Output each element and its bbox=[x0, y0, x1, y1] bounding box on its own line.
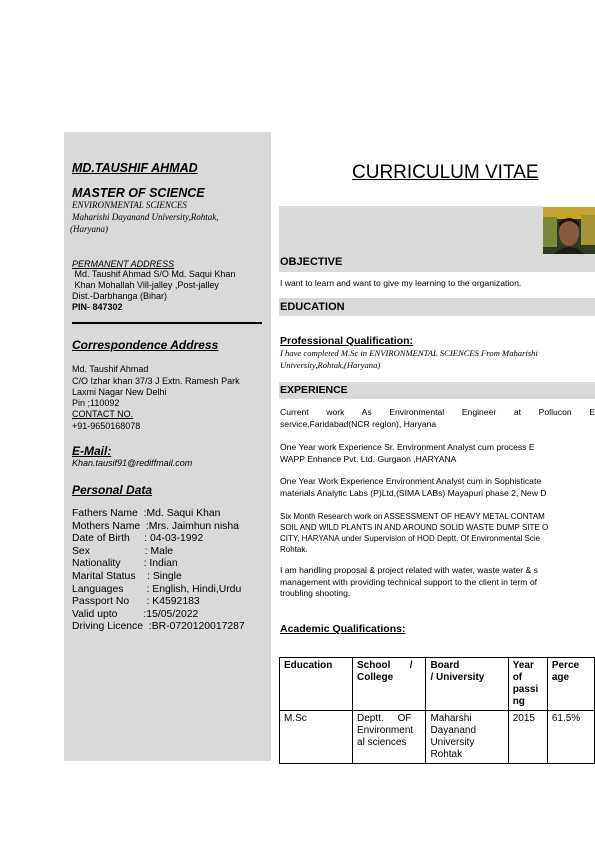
personal-data-row: Marital Status : Single bbox=[72, 570, 182, 582]
phone-number: +91-9650168078 bbox=[72, 421, 141, 431]
table-cell: 61.5% bbox=[547, 711, 594, 764]
experience-item bbox=[280, 407, 595, 430]
university-line2: (Haryana) bbox=[70, 224, 108, 234]
personal-data-row: Fathers Name :Md. Saqui Khan bbox=[72, 508, 221, 519]
personal-data-row: Valid upto :15/05/2022 bbox=[72, 608, 199, 620]
permanent-address-line: Dist.-Darbhanga (Bihar) bbox=[72, 291, 168, 301]
table-cell: Deptt. OF Environment al sciences bbox=[353, 711, 426, 764]
table-header-cell: Perce age bbox=[547, 658, 594, 711]
email-heading: E-Mail: bbox=[72, 444, 112, 458]
education-heading: EDUCATION bbox=[280, 301, 345, 313]
academic-table bbox=[279, 657, 595, 764]
personal-data-row: Mothers Name :Mrs. Jaimhun nisha bbox=[72, 520, 239, 532]
experience-line: CITY, HARYANA under Supervision of HOD Deptt. Of Environmental Scie bbox=[280, 534, 541, 543]
table-cell: M.Sc bbox=[280, 711, 353, 764]
photo-band bbox=[279, 206, 543, 254]
personal-data-row: Passport No : K4592183 bbox=[72, 596, 200, 608]
experience-item bbox=[280, 476, 595, 499]
personal-data-row: Languages : English, Hindi,Urdu bbox=[72, 583, 242, 595]
table-cell: Maharshi Dayanand University Rohtak bbox=[426, 711, 508, 764]
personal-data-row: Driving Licence :BR-0720120017287 bbox=[72, 621, 245, 633]
experience-line: I am handling proposal & project related with water, waste water & s bbox=[280, 565, 538, 575]
personal-data-row: Sex : Male bbox=[72, 545, 174, 557]
pin-code: PIN- 847302 bbox=[72, 302, 123, 312]
objective-text: I want to learn and want to give my learning to the organization. bbox=[280, 278, 522, 288]
university-line1: Maharishi Dayanand University,Rohtak, bbox=[72, 212, 219, 222]
contact-label: CONTACT NO. bbox=[72, 409, 134, 419]
table-header-row bbox=[280, 658, 595, 711]
personal-data-list bbox=[72, 508, 245, 634]
correspondence-line: Laxmi Nagar New Delhi bbox=[72, 387, 167, 397]
experience-line: WAPP Enhance Pvt. Ltd. Gurgaon ,HARYANA bbox=[280, 453, 457, 464]
permanent-address-line: Khan Mohallah Vill-jalley ,Post-jalley bbox=[72, 280, 219, 290]
experience-heading: EXPERIENCE bbox=[280, 384, 348, 396]
field: ENVIRONMENTAL SCIENCES bbox=[72, 200, 187, 210]
experience-line: materials Analytic Labs (P)Ltd,(SIMA LABs) Mayapuri phase 2, New D bbox=[280, 487, 547, 498]
candidate-name: MD.TAUSHIF AHMAD bbox=[72, 161, 198, 175]
experience-line: Current work As Environmental Engineer at Pollucon E bbox=[280, 407, 595, 417]
experience-line: One Year Work Experience Environment Analyst cum in Sophisticate bbox=[280, 476, 542, 486]
permanent-address-heading: PERMANENT ADDRESS bbox=[72, 259, 175, 269]
correspondence-line: C/O Izhar khan 37/3 J Extn. Ramesh Park bbox=[72, 376, 240, 386]
experience-line: Six Month Research work on ASSESSMENT OF HEAVY METAL CONTAM bbox=[280, 512, 545, 521]
experience-line: Rohtak. bbox=[280, 545, 308, 554]
permanent-address-line: Md. Taushif Ahmad S/O Md. Saqui Khan bbox=[72, 269, 236, 279]
professional-qualification-heading: Professional Qualification: bbox=[280, 335, 414, 347]
personal-data-row: Nationality : Indian bbox=[72, 558, 178, 570]
degree: MASTER OF SCIENCE bbox=[72, 186, 205, 200]
correspondence-heading: Correspondence Address bbox=[72, 338, 219, 352]
email-value[interactable]: Khan.tausif91@rediffmail.com bbox=[72, 458, 193, 468]
correspondence-line: Md. Taushif Ahmad bbox=[72, 364, 149, 374]
table-cell: 2015 bbox=[508, 711, 547, 764]
experience-item bbox=[280, 565, 595, 600]
professional-qualification-line: I have completed M.Sc in ENVIRONMENTAL SCIENCES From Maharishi bbox=[280, 348, 538, 358]
objective-heading: OBJECTIVE bbox=[280, 256, 343, 268]
experience-line: management with providing technical support to the client in term of bbox=[280, 576, 537, 587]
academic-qualifications-heading: Academic Qualifications: bbox=[280, 623, 406, 635]
table-row bbox=[280, 711, 595, 764]
experience-line: One Year work Experience Sr. Environment Analyst cum process E bbox=[280, 442, 535, 452]
personal-data-heading: Personal Data bbox=[72, 483, 153, 497]
experience-item bbox=[280, 511, 595, 555]
table-header-cell: Education bbox=[280, 658, 353, 711]
divider bbox=[72, 322, 262, 324]
experience-item bbox=[280, 442, 595, 465]
experience-line: troubling shooting. bbox=[280, 588, 351, 599]
correspondence-line: Pin ;110092 bbox=[72, 398, 120, 408]
professional-qualification-line: University,Rohtak,(Haryana) bbox=[280, 360, 381, 370]
table-header-cell: Year of passi ng bbox=[508, 658, 547, 711]
table-header-cell: School / College bbox=[353, 658, 426, 711]
page-title: CURRICULUM VITAE bbox=[352, 162, 539, 183]
table-header-cell: Board / University bbox=[426, 658, 508, 711]
experience-line: SOIL AND WILD PLANTS IN AND AROUND SOLID WASTE DUMP SITE O bbox=[280, 523, 549, 532]
personal-data-row: Date of Birth : 04-03-1992 bbox=[72, 533, 204, 545]
experience-line: service,Faridabad(NCR region), Haryana bbox=[280, 418, 437, 429]
